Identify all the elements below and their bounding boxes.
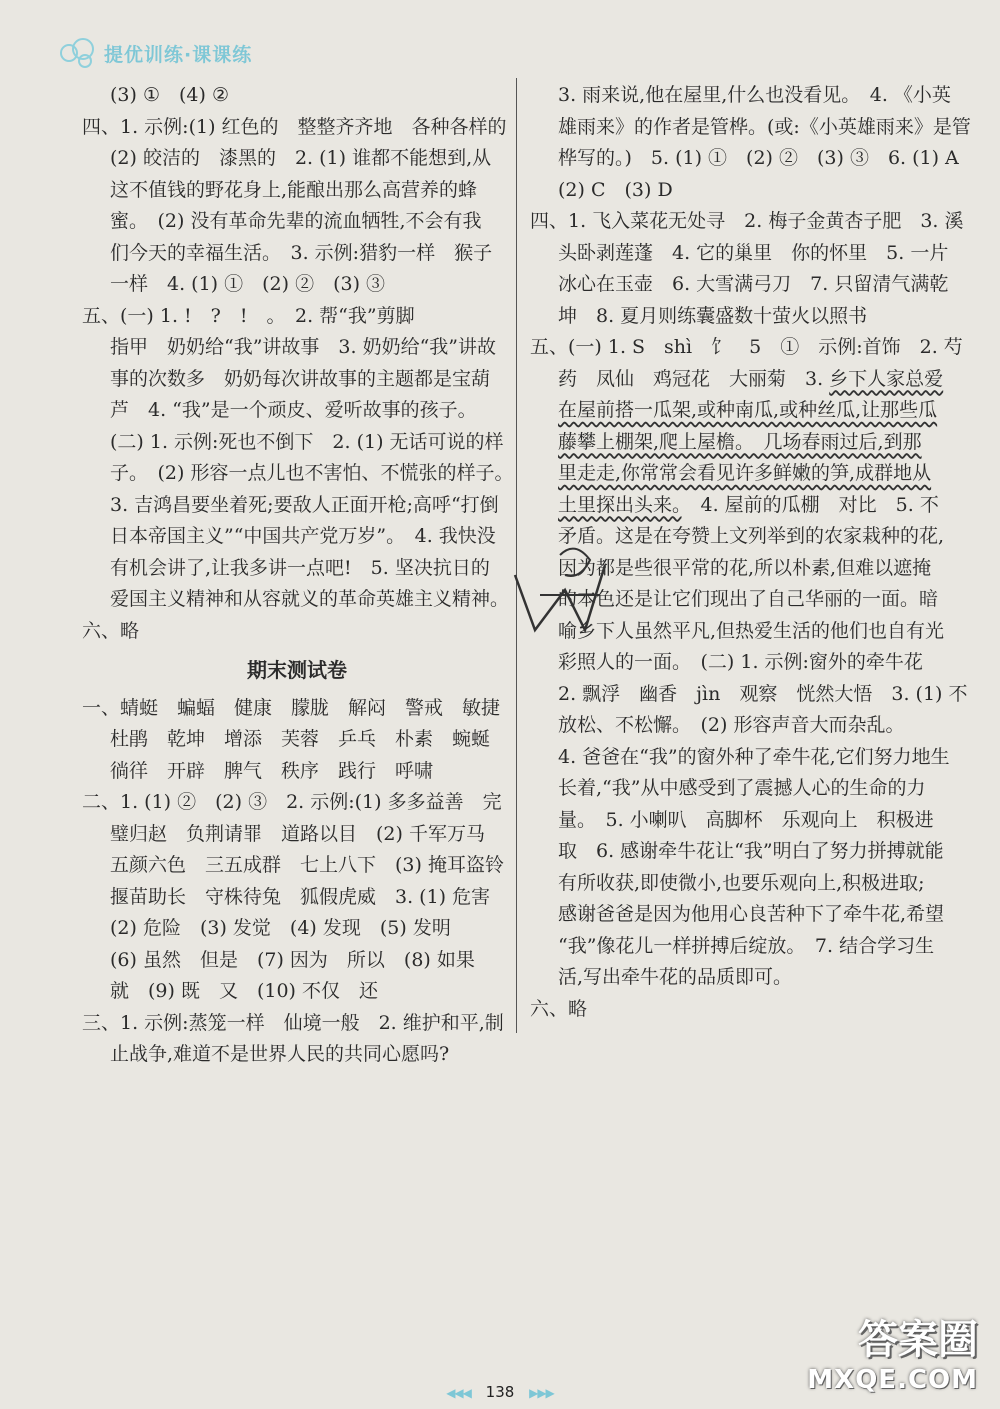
answer-line: (二) 1. 示例:死也不倒下 2. (1) 无话可说的样 [110, 430, 504, 453]
answer-line: 事的次数多 奶奶每次讲故事的主题都是宝葫 [110, 367, 491, 390]
answer-line: 五、(一) 1. ! ? ! 。 2. 帮“我”剪脚 [82, 304, 415, 327]
handwritten-scribble-icon [505, 535, 625, 645]
answer-line: “我”像花儿一样拼搏后绽放。 7. 结合学习生 [558, 934, 935, 957]
answer-line: 彩照人的一面。 (二) 1. 示例:窗外的牵牛花 [558, 651, 923, 673]
answer-line: 感谢爸爸是因为他用心良苦种下了牵牛花,希望 [558, 903, 945, 925]
page-number: 138 [485, 1383, 515, 1401]
answer-line: 土里探出头来。 4. 屋前的瓜棚 对比 5. 不 [558, 493, 939, 516]
answer-line: 有机会讲了,让我多讲一点吧! 5. 坚决抗日的 [110, 556, 490, 579]
answer-line: 量。 5. 小喇叭 高脚杯 乐观向上 积极进 [558, 808, 934, 831]
answer-line: 坤 8. 夏月则练囊盛数十萤火以照书 [558, 304, 868, 327]
answer-line: 药 凤仙 鸡冠花 大丽菊 3. 乡下人家总爱 [558, 367, 944, 390]
answer-line: 徜徉 开辟 脾气 秩序 践行 呼啸 [110, 759, 434, 782]
answer-line: 四、1. 飞入菜花无处寻 2. 梅子金黄杏子肥 3. 溪 [530, 210, 964, 232]
answer-line: 因为都是些很平常的花,所以朴素,但难以遮掩 [558, 556, 932, 579]
answer-line: 爱国主义精神和从容就义的革命英雄主义精神。 [110, 588, 510, 610]
answer-line: (2) 皎洁的 漆黑的 2. (1) 谁都不能想到,从 [110, 147, 492, 169]
answer-line: 璧归赵 负荆请罪 道路以目 (2) 千军万马 [110, 822, 485, 845]
answer-line: 雄雨来》的作者是管桦。(或:《小英雄雨来》是管 [558, 115, 971, 138]
left-arrows-icon: ◀◀◀ [446, 1386, 471, 1400]
answer-line: 三、1. 示例:蒸笼一样 仙境一般 2. 维护和平,制 [82, 1011, 504, 1034]
answer-line: 芦 4. “我”是一个顽皮、爱听故事的孩子。 [110, 399, 477, 421]
answer-line: 这不值钱的野花身上,能酿出那么高营养的蜂 [110, 178, 478, 201]
answer-line: 五颜六色 三五成群 七上八下 (3) 掩耳盗铃 [110, 854, 504, 876]
answer-line: 3. 吉鸿昌要坐着死;要敌人正面开枪;高呼“打倒 [110, 493, 499, 516]
answer-line: 3. 雨来说,他在屋里,什么也没看见。 4. 《小英 [558, 84, 951, 106]
answer-line: 的本色还是让它们现出了自己华丽的一面。暗 [558, 588, 939, 610]
answer-line: 二、1. (1) ② (2) ③ 2. 示例:(1) 多多益善 完 [82, 791, 502, 813]
answer-line: 喻乡下人虽然平凡,但热爱生活的他们也自有光 [558, 619, 945, 642]
answer-line: 2. 飘浮 幽香 jìn 观察 恍然大悟 3. (1) 不 [558, 682, 968, 705]
right-arrows-icon: ▶▶▶ [529, 1386, 554, 1400]
watermark-cn: 答案圈 [858, 1317, 978, 1363]
left-column [82, 80, 512, 1071]
answer-line: 有所收获,即使微小,也要乐观向上,积极进取; [558, 871, 925, 894]
bubble-logo-icon [60, 38, 96, 68]
answer-line: 就 (9) 既 又 (10) 不仅 还 [110, 980, 378, 1002]
answer-line: 们今天的幸福生活。 3. 示例:猎豹一样 猴子 [110, 241, 493, 264]
answer-line: 止战争,难道不是世界人民的共同心愿吗? [110, 1043, 450, 1065]
answer-line: 杜鹃 乾坤 增添 芙蓉 乒乓 朴素 蜿蜒 [110, 728, 491, 750]
book-header [60, 38, 252, 68]
watermark-url: MXQE.COM [807, 1365, 978, 1395]
answer-line: 里走走,你常常会看见许多鲜嫩的笋,成群地从 [558, 462, 932, 484]
answer-line: 日本帝国主义”“中国共产党万岁”。 4. 我快没 [110, 525, 496, 547]
answer-line: 桦写的。) 5. (1) ① (2) ② (3) ③ 6. (1) A [558, 147, 959, 169]
answer-line: (3) ① (4) ② [110, 84, 229, 106]
answer-line: 四、1. 示例:(1) 红色的 整整齐齐地 各种各样的 [82, 115, 507, 138]
answer-line: (6) 虽然 但是 (7) 因为 所以 (8) 如果 [110, 948, 475, 971]
answer-line: (2) 危险 (3) 发觉 (4) 发现 (5) 发明 [110, 917, 451, 939]
site-watermark [807, 1308, 978, 1395]
answer-line: 一、蜻蜓 蝙蝠 健康 朦胧 解闷 警戒 敏捷 [82, 696, 501, 719]
answer-line: (2) C (3) D [558, 178, 673, 201]
answer-line: 头卧剥莲蓬 4. 它的巢里 你的怀里 5. 一片 [558, 241, 949, 264]
answer-line: 子。 (2) 形容一点儿也不害怕、不慌张的样子。 [110, 462, 514, 484]
answer-line: 六、略 [82, 619, 140, 642]
answer-line: 一样 4. (1) ① (2) ② (3) ③ [110, 273, 386, 295]
answer-line: 六、略 [530, 997, 588, 1020]
answer-line: 矛盾。这是在夸赞上文列举到的农家栽种的花, [558, 525, 945, 547]
answer-line: 4. 爸爸在“我”的窗外种了牵牛花,它们努力地生 [558, 745, 950, 768]
answer-line: 活,写出牵牛花的品质即可。 [558, 966, 793, 988]
book-title: 提优训练·课课练 [104, 43, 253, 66]
answer-line: 冰心在玉壶 6. 大雪满弓刀 7. 只留清气满乾 [558, 273, 949, 295]
answer-line: 取 6. 感谢牵牛花让“我”明白了努力拼搏就能 [558, 840, 944, 862]
answer-line: 在屋前搭一瓜架,或种南瓜,或种丝瓜,让那些瓜 [558, 399, 938, 421]
exam-title: 期末测试卷 [247, 658, 347, 682]
answer-line: 指甲 奶奶给“我”讲故事 3. 奶奶给“我”讲故 [110, 336, 497, 358]
answer-line: 蜜。 (2) 没有革命先辈的流血牺牲,不会有我 [110, 210, 482, 232]
answer-line: 藤攀上棚架,爬上屋檐。 几场春雨过后,到那 [558, 430, 922, 453]
answer-line: 五、(一) 1. S shì 饣 5 ① 示例:首饰 2. 芍 [530, 336, 963, 358]
answer-line: 揠苗助长 守株待兔 狐假虎威 3. (1) 危害 [110, 885, 491, 908]
answer-line: 长着,“我”从中感受到了震撼人心的生命的力 [558, 777, 926, 799]
answer-line: 放松、不松懈。 (2) 形容声音大而杂乱。 [558, 714, 905, 736]
